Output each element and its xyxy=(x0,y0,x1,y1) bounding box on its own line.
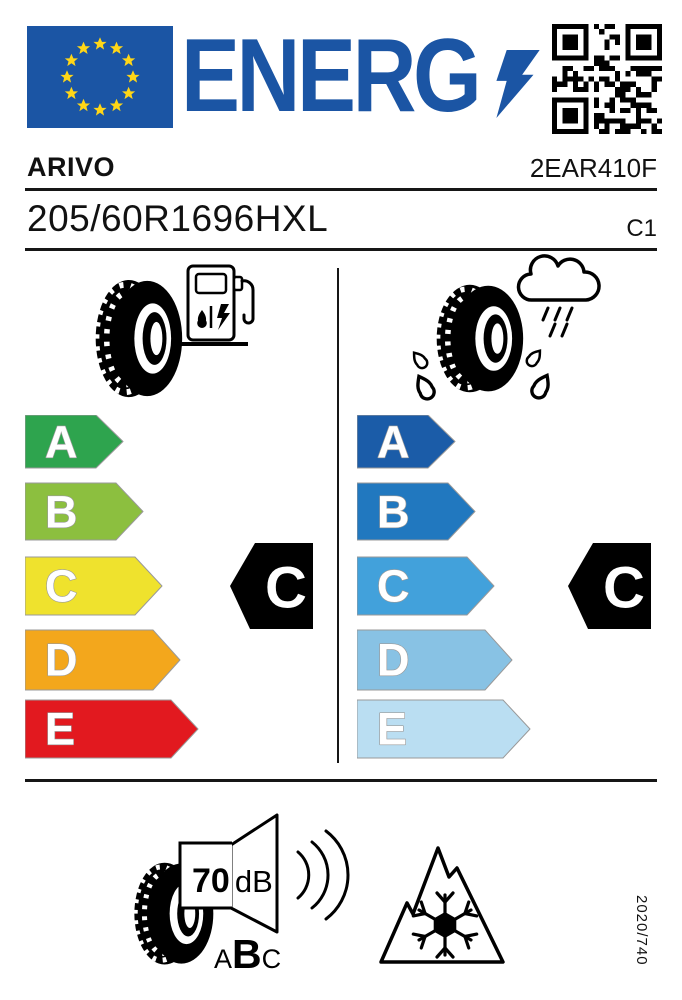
section-divider xyxy=(337,268,339,763)
wet-grade-label-d: D xyxy=(377,634,410,686)
sound-waves-icon xyxy=(298,831,348,919)
eu-flag-icon xyxy=(27,26,173,128)
wet-rating-value: C xyxy=(603,555,645,621)
wet-grade-label-c: C xyxy=(377,560,410,612)
wet-grade-bar-b xyxy=(357,483,475,540)
fuel-grade-label-b: B xyxy=(45,486,78,538)
model-code: 2EAR410F xyxy=(529,153,657,183)
noise-class-scale: ABC xyxy=(214,931,282,977)
fuel-rating-value: C xyxy=(265,555,307,621)
fuel-efficiency-pictogram xyxy=(88,258,258,408)
rain-cloud-icon xyxy=(518,256,599,336)
wet-grip-pictogram xyxy=(405,253,610,408)
lightning-bolt-icon xyxy=(494,50,540,118)
tire-icon xyxy=(437,285,523,393)
brand-name: ARIVO xyxy=(27,152,116,182)
wet-rating-arrow xyxy=(563,539,655,633)
divider xyxy=(25,188,657,191)
divider xyxy=(25,779,657,782)
fuel-grade-label-a: A xyxy=(45,416,78,468)
fuel-grade-label-d: D xyxy=(45,634,78,686)
tire-icon xyxy=(96,280,182,397)
qr-code xyxy=(552,24,662,134)
tyre-size: 205/60R1696HXL xyxy=(27,198,329,239)
noise-level: 70 dB xyxy=(192,862,273,900)
wet-grade-label-b: B xyxy=(377,486,410,538)
fuel-grade-label-e: E xyxy=(45,703,76,755)
energ-logo: ENERG xyxy=(181,18,479,134)
fuel-grade-bar-b xyxy=(25,483,143,540)
fuel-rating-arrow xyxy=(225,539,317,633)
fuel-pump-icon xyxy=(178,266,253,344)
snowflake-mountain-icon xyxy=(372,812,512,972)
regulation-number: 2020/740 xyxy=(633,895,650,966)
tyre-class: C1 xyxy=(626,215,657,242)
wet-grade-label-a: A xyxy=(377,416,410,468)
divider xyxy=(25,248,657,251)
noise-pictogram xyxy=(120,795,360,990)
fuel-grade-label-c: C xyxy=(45,560,78,612)
wet-grade-label-e: E xyxy=(377,703,408,755)
